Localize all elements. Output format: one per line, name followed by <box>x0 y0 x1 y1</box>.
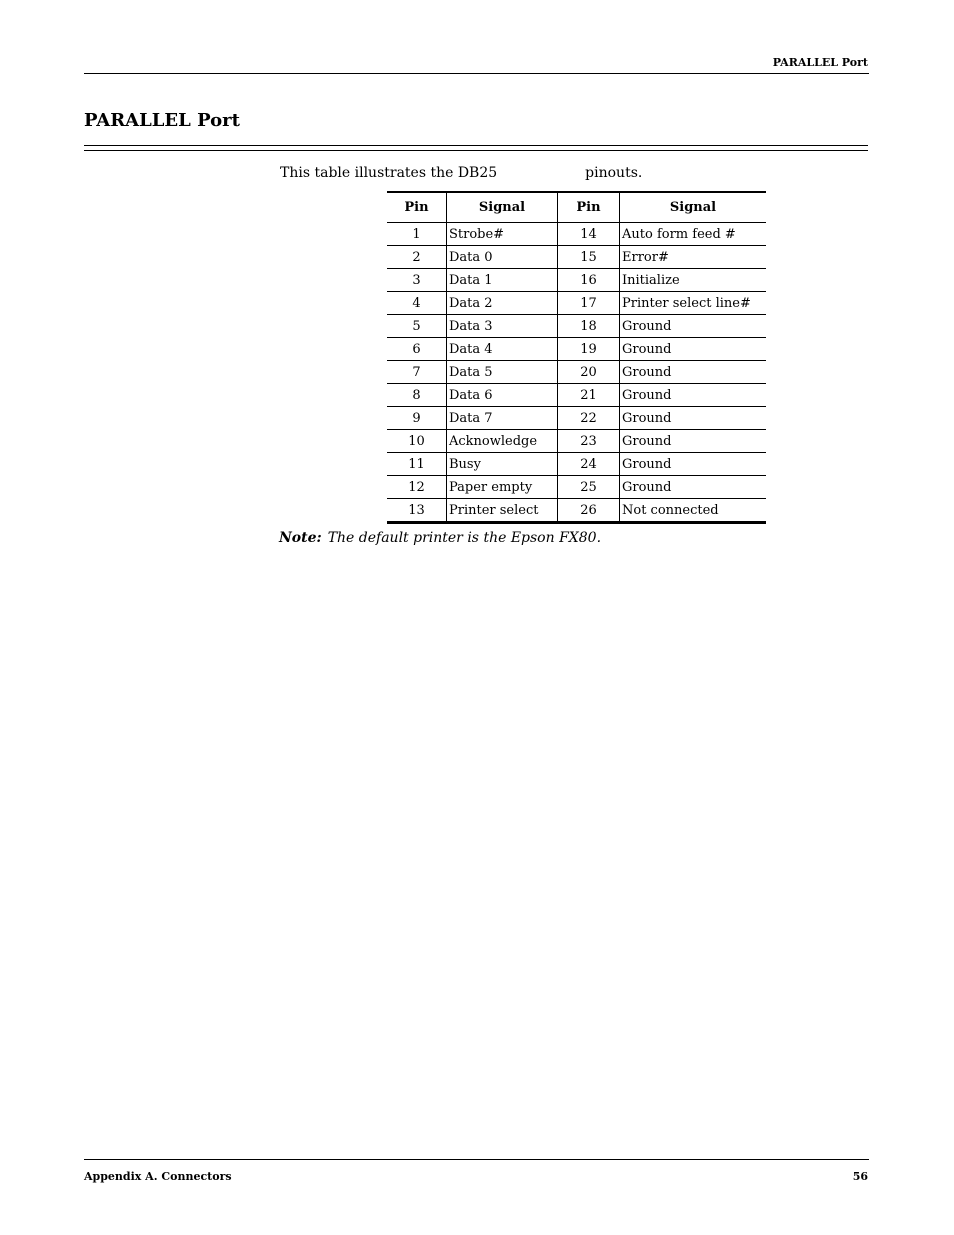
signal-right-cell: Ground <box>620 361 767 384</box>
pin-left-cell: 8 <box>387 384 447 407</box>
header-pin-left: Pin <box>387 192 447 223</box>
signal-right-cell: Ground <box>620 430 767 453</box>
signal-left-cell: Data 1 <box>447 269 558 292</box>
signal-right-cell: Auto form feed # <box>620 223 767 246</box>
signal-left-cell: Data 6 <box>447 384 558 407</box>
pin-left-cell: 3 <box>387 269 447 292</box>
pin-right-cell: 23 <box>558 430 620 453</box>
signal-left-cell: Data 0 <box>447 246 558 269</box>
pin-left-cell: 10 <box>387 430 447 453</box>
pin-left-cell: 4 <box>387 292 447 315</box>
pin-left-cell: 2 <box>387 246 447 269</box>
signal-right-cell: Error# <box>620 246 767 269</box>
table-row <box>387 430 766 453</box>
signal-right-cell: Ground <box>620 476 767 499</box>
table-row <box>387 292 766 315</box>
note <box>279 530 601 546</box>
signal-right-cell: Ground <box>620 315 767 338</box>
signal-right-cell: Ground <box>620 384 767 407</box>
header-signal-left: Signal <box>447 192 558 223</box>
header-signal-right: Signal <box>620 192 767 223</box>
pin-right-cell: 14 <box>558 223 620 246</box>
pin-left-cell: 6 <box>387 338 447 361</box>
section-title: PARALLEL Port <box>84 110 240 131</box>
table-header-row <box>387 192 766 223</box>
note-text: The default printer is the Epson FX80. <box>327 530 602 546</box>
signal-right-cell: Ground <box>620 407 767 430</box>
signal-right-cell: Not connected <box>620 499 767 523</box>
pin-right-cell: 24 <box>558 453 620 476</box>
signal-left-cell: Printer select <box>447 499 558 523</box>
intro-text-after: pinouts. <box>585 165 643 181</box>
signal-right-cell: Ground <box>620 453 767 476</box>
note-label: Note: <box>279 530 322 546</box>
table-row <box>387 361 766 384</box>
pin-right-cell: 22 <box>558 407 620 430</box>
table-row <box>387 338 766 361</box>
pin-right-cell: 15 <box>558 246 620 269</box>
pin-right-cell: 18 <box>558 315 620 338</box>
pin-right-cell: 26 <box>558 499 620 523</box>
pinout-table <box>387 191 766 524</box>
pin-left-cell: 12 <box>387 476 447 499</box>
table-row <box>387 269 766 292</box>
pin-right-cell: 21 <box>558 384 620 407</box>
intro-paragraph <box>280 165 642 181</box>
pin-right-cell: 20 <box>558 361 620 384</box>
header-rule <box>84 73 869 74</box>
table-row <box>387 453 766 476</box>
intro-text-before: This table illustrates the DB25 <box>280 165 498 181</box>
pin-left-cell: 7 <box>387 361 447 384</box>
signal-left-cell: Paper empty <box>447 476 558 499</box>
header-pin-right: Pin <box>558 192 620 223</box>
pin-right-cell: 16 <box>558 269 620 292</box>
table-row <box>387 384 766 407</box>
signal-left-cell: Data 7 <box>447 407 558 430</box>
pin-left-cell: 11 <box>387 453 447 476</box>
signal-left-cell: Data 3 <box>447 315 558 338</box>
title-rule-lower <box>84 150 868 151</box>
pin-right-cell: 19 <box>558 338 620 361</box>
footer-chapter: Appendix A. Connectors <box>84 1170 232 1183</box>
table-row <box>387 223 766 246</box>
pin-right-cell: 17 <box>558 292 620 315</box>
signal-right-cell: Printer select line# <box>620 292 767 315</box>
signal-right-cell: Ground <box>620 338 767 361</box>
pin-left-cell: 9 <box>387 407 447 430</box>
signal-left-cell: Data 4 <box>447 338 558 361</box>
running-header: PARALLEL Port <box>772 56 868 69</box>
page-number: 56 <box>852 1170 868 1183</box>
title-rule-upper <box>84 145 868 146</box>
table-row <box>387 476 766 499</box>
signal-right-cell: Initialize <box>620 269 767 292</box>
pinout-table-body <box>387 223 766 523</box>
signal-left-cell: Busy <box>447 453 558 476</box>
footer-rule <box>84 1159 869 1160</box>
table-row <box>387 499 766 523</box>
table-row <box>387 246 766 269</box>
signal-left-cell: Acknowledge <box>447 430 558 453</box>
pin-right-cell: 25 <box>558 476 620 499</box>
signal-left-cell: Strobe# <box>447 223 558 246</box>
pin-left-cell: 1 <box>387 223 447 246</box>
table-row <box>387 315 766 338</box>
table-row <box>387 407 766 430</box>
signal-left-cell: Data 2 <box>447 292 558 315</box>
pin-left-cell: 13 <box>387 499 447 523</box>
signal-left-cell: Data 5 <box>447 361 558 384</box>
pin-left-cell: 5 <box>387 315 447 338</box>
